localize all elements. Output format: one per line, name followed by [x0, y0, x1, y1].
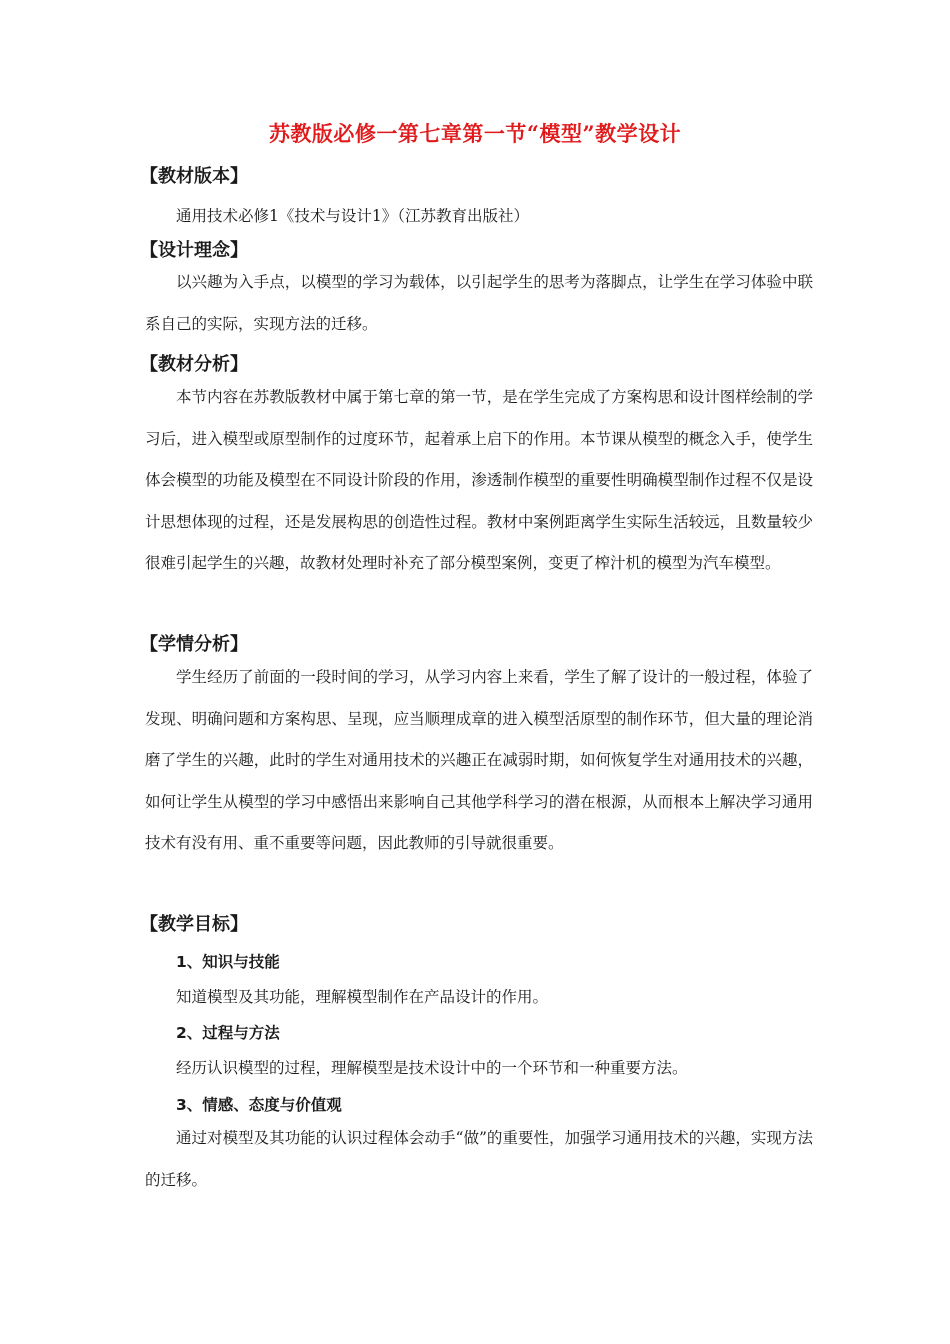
heading-student-analysis: 【学情分析】: [140, 634, 248, 655]
goal-3-text: 通过对模型及其功能的认识过程体会动手“做”的重要性，加强学习通用技术的兴趣，实现方法的迁移。: [145, 1129, 813, 1189]
goal-2-text: 经历认识模型的过程，理解模型是技术设计中的一个环节和一种重要方法。: [176, 1059, 688, 1077]
heading-textbook-analysis: 【教材分析】: [140, 354, 248, 375]
goal-1-text: 知道模型及其功能，理解模型制作在产品设计的作用。: [176, 988, 549, 1006]
heading-textbook-version: 【教材版本】: [140, 166, 248, 187]
goal-3-title: 3、情感、态度与价值观: [176, 1096, 342, 1114]
document-title: 苏教版必修一第七章第一节“模型”教学设计: [268, 121, 682, 146]
heading-teaching-goals: 【教学目标】: [140, 914, 248, 935]
heading-design-concept: 【设计理念】: [140, 240, 248, 261]
design-concept-text: 以兴趣为入手点，以模型的学习为载体，以引起学生的思考为落脚点，让学生在学习体验中联系自己的实际，实现方法的迁移。: [145, 273, 813, 333]
goal-2-title: 2、过程与方法: [176, 1024, 280, 1042]
student-analysis-text: 学生经历了前面的一段时间的学习，从学习内容上来看，学生了解了设计的一般过程，体验了发现、明确问题和方案构思、呈现，应当顺理成章的进入模型活原型的制作环节，但大量的理论消磨了学生的兴趣，此时的学生对通用技术的兴趣正在减弱时期，如何恢复学生对通用技术的兴趣，如何让学生从模型的学习中感悟出来影响自己其他学科学习的潜在根源，从而根本上解决学习通用技术有没有用、重不重要等问题，因此教师的引导就很重要。: [145, 668, 813, 852]
goal-1-title: 1、知识与技能: [176, 953, 280, 971]
textbook-version-text: 通用技术必修1《技术与设计1》（江苏教育出版社）: [176, 207, 529, 225]
textbook-analysis-text: 本节内容在苏教版教材中属于第七章的第一节，是在学生完成了方案构思和设计图样绘制的学习后，进入模型或原型制作的过度环节，起着承上启下的作用。本节课从模型的概念入手，使学生体会模型的功能及模型在不同设计阶段的作用，渗透制作模型的重要性明确模型制作过程不仅是设计思想体现的过程，还是发展构思的创造性过程。教材中案例距离学生实际生活较远，且数量较少很难引起学生的兴趣，故教材处理时补充了部分模型案例，变更了榨汁机的模型为汽车模型。: [145, 388, 813, 572]
